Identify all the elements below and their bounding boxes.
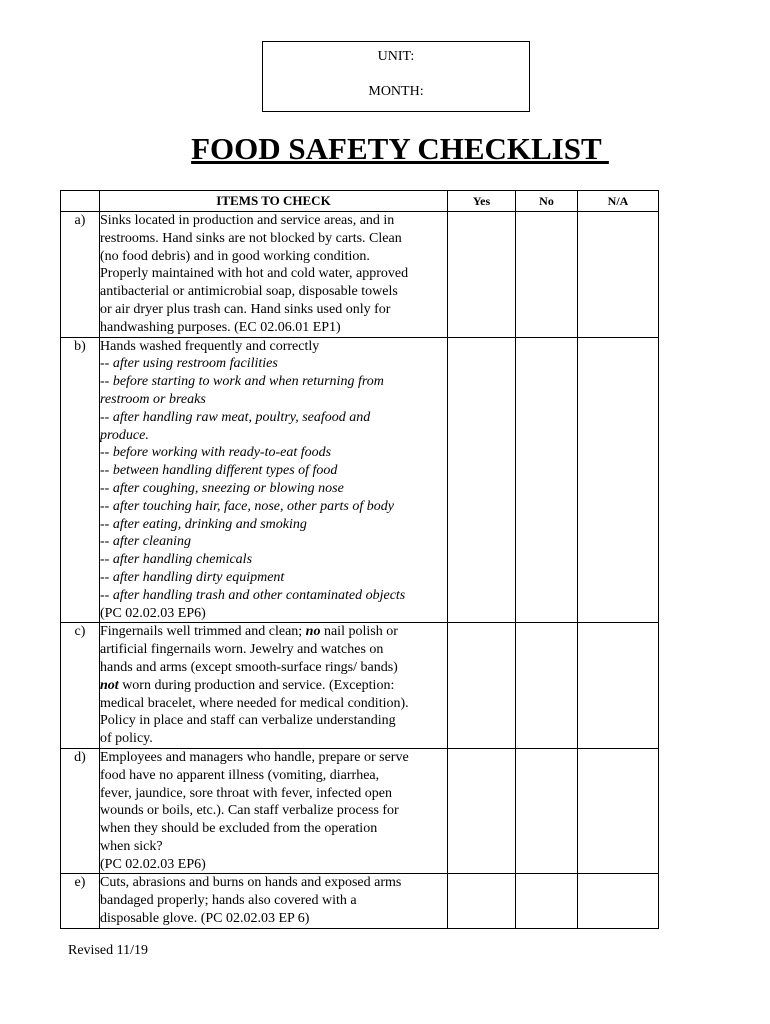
table-row <box>61 212 659 338</box>
item-line: wounds or boils, etc.). Can staff verbalize process for <box>100 803 399 819</box>
item-line: Cuts, abrasions and burns on hands and exposed arms <box>100 875 402 891</box>
item-line: (PC 02.02.03 EP6) <box>100 605 206 621</box>
table-row <box>61 874 659 928</box>
no-cell[interactable] <box>516 212 578 338</box>
header-items-to-check: ITEMS TO CHECK <box>100 191 448 212</box>
row-letter: a) <box>61 212 100 338</box>
emphasis-no: no <box>305 624 321 640</box>
no-cell[interactable] <box>516 337 578 623</box>
unit-month-box <box>262 41 530 112</box>
no-cell[interactable] <box>516 874 578 928</box>
yes-cell[interactable] <box>448 748 516 874</box>
item-line: disposable glove. (PC 02.02.03 EP 6) <box>100 911 310 927</box>
item-line: antibacterial or antimicrobial soap, disposable towels <box>100 284 398 300</box>
item-line: when they should be excluded from the operation <box>100 821 378 837</box>
item-line: handwashing purposes. (EC 02.06.01 EP1) <box>100 319 341 335</box>
yes-cell[interactable] <box>448 874 516 928</box>
no-cell[interactable] <box>516 748 578 874</box>
item-text <box>100 874 448 928</box>
item-line: Employees and managers who handle, prepare or serve <box>100 749 409 765</box>
item-line: or air dryer plus trash can. Hand sinks used only for <box>100 301 391 317</box>
na-cell[interactable] <box>578 874 659 928</box>
month-label: MONTH: <box>368 84 424 99</box>
row-letter: e) <box>61 874 100 928</box>
item-line: Properly maintained with hot and cold water, approved <box>100 266 409 282</box>
table-row <box>61 748 659 874</box>
item-line: medical bracelet, where needed for medical condition). <box>100 695 409 711</box>
item-text <box>100 748 448 874</box>
item-line: Hands washed frequently and correctly <box>100 338 320 354</box>
header-na: N/A <box>578 191 659 212</box>
item-line <box>100 677 447 695</box>
revised-date: Revised 11/19 <box>68 943 148 958</box>
item-line: restrooms. Hand sinks are not blocked by carts. Clean <box>100 230 402 246</box>
item-line: fever, jaundice, sore throat with fever, infected open <box>100 785 392 801</box>
row-letter: d) <box>61 748 100 874</box>
item-line: -- after handling raw meat, poultry, seafood and <box>100 409 371 425</box>
item-line: Sinks located in production and service areas, and in <box>100 213 395 228</box>
item-line: Policy in place and staff can verbalize understanding <box>100 713 396 729</box>
item-text <box>100 623 448 749</box>
item-line: -- after cleaning <box>100 534 191 550</box>
item-line: -- after handling dirty equipment <box>100 569 285 585</box>
header-yes: Yes <box>448 191 516 212</box>
yes-cell[interactable] <box>448 623 516 749</box>
table-row <box>61 623 659 749</box>
item-line: hands and arms (except smooth-surface rings/ bands) <box>100 659 398 675</box>
page-title: FOOD SAFETY CHECKLIST <box>191 131 609 166</box>
item-line: produce. <box>100 427 149 443</box>
checklist-table <box>60 190 659 929</box>
item-line: -- after using restroom facilities <box>100 356 278 372</box>
item-line: -- between handling different types of food <box>100 463 338 479</box>
item-text <box>100 212 448 338</box>
item-line: -- before working with ready-to-eat foods <box>100 445 332 461</box>
item-line: -- before starting to work and when returning from <box>100 374 384 390</box>
item-line: when sick? <box>100 838 163 854</box>
yes-cell[interactable] <box>448 212 516 338</box>
item-line: (PC 02.02.03 EP6) <box>100 856 206 872</box>
header-letter-col <box>61 191 100 212</box>
item-text-part: nail polish or <box>320 624 398 640</box>
item-line <box>100 623 447 641</box>
table-row <box>61 337 659 623</box>
item-line: -- after handling trash and other contaminated objects <box>100 587 406 603</box>
emphasis-not: not <box>100 677 119 693</box>
na-cell[interactable] <box>578 748 659 874</box>
table-header-row <box>61 191 659 212</box>
item-line: -- after handling chemicals <box>100 552 253 568</box>
item-text <box>100 337 448 623</box>
item-line: of policy. <box>100 731 153 747</box>
item-line: artificial fingernails worn. Jewelry and watches on <box>100 642 384 658</box>
no-cell[interactable] <box>516 623 578 749</box>
item-line: restroom or breaks <box>100 391 206 407</box>
item-line: bandaged properly; hands also covered with a <box>100 893 357 909</box>
item-line: -- after coughing, sneezing or blowing nose <box>100 480 344 496</box>
item-line: food have no apparent illness (vomiting, diarrhea, <box>100 767 380 783</box>
item-line: -- after eating, drinking and smoking <box>100 516 307 532</box>
item-text-part: worn during production and service. (Exception: <box>118 677 395 693</box>
row-letter: c) <box>61 623 100 749</box>
row-letter: b) <box>61 337 100 623</box>
header-no: No <box>516 191 578 212</box>
yes-cell[interactable] <box>448 337 516 623</box>
na-cell[interactable] <box>578 212 659 338</box>
na-cell[interactable] <box>578 337 659 623</box>
na-cell[interactable] <box>578 623 659 749</box>
unit-label: UNIT: <box>377 49 415 64</box>
item-text-part: Fingernails well trimmed and clean; <box>100 624 306 640</box>
item-line: -- after touching hair, face, nose, other parts of body <box>100 498 394 514</box>
item-line: (no food debris) and in good working condition. <box>100 248 370 264</box>
